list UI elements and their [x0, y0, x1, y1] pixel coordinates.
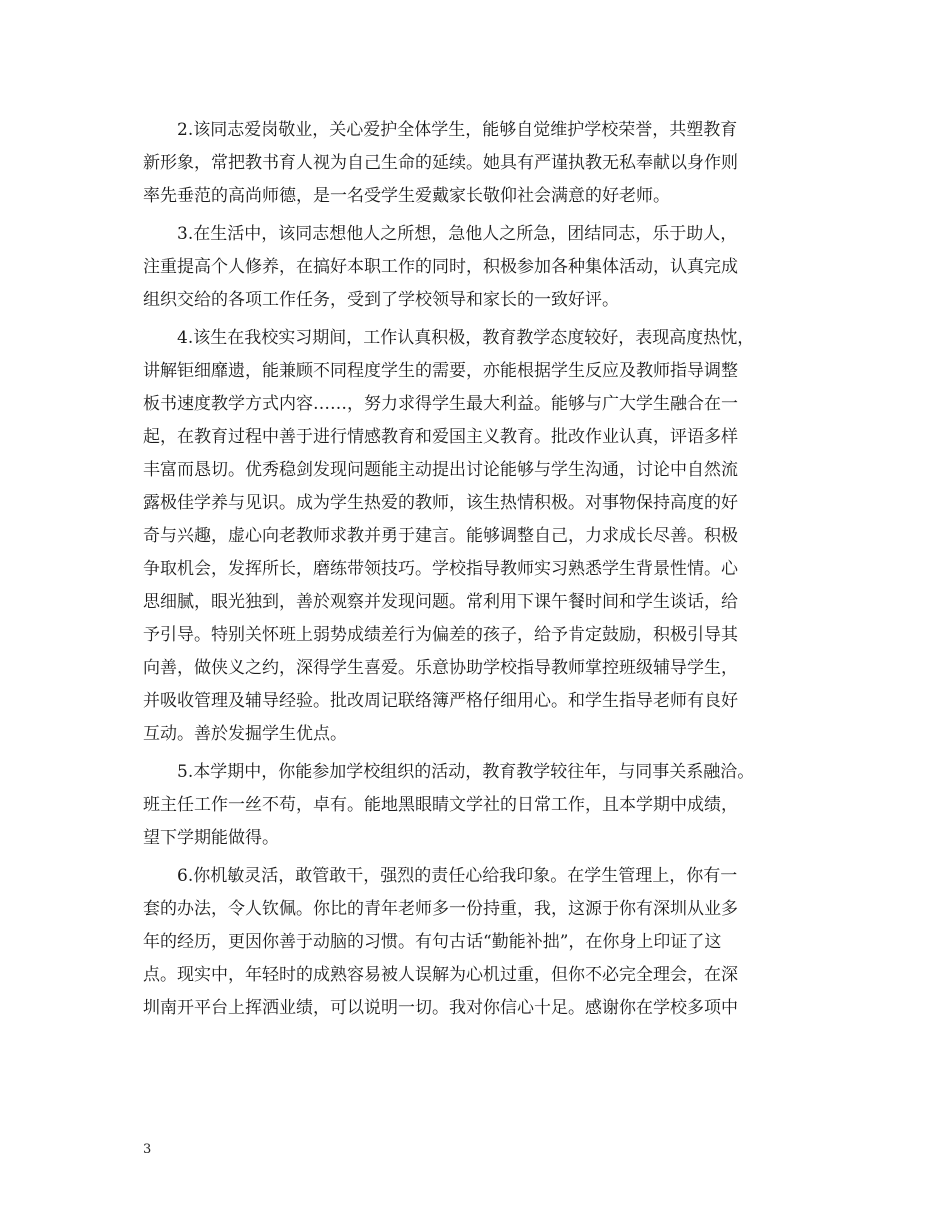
text-line: 3.在生活中，该同志想他人之所想，急他人之所急，团结同志，乐于助人，	[177, 224, 738, 244]
text-line: 露极佳学养与见识。成为学生热爱的教师，该生热情积极。对事物保持高度的好	[143, 493, 738, 513]
text-line: 讲解钜细靡遗，能兼顾不同程度学生的需要，亦能根据学生反应及教师指导调整	[143, 361, 738, 381]
paragraph-6	[143, 860, 823, 1025]
text-line: 率先垂范的高尚师德，是一名受学生爱戴家长敬仰社会满意的好老师。	[143, 186, 670, 206]
text-line: 望下学期能做得。	[143, 828, 279, 848]
paragraph-3	[143, 218, 823, 317]
text-line: 新形象，常把教书育人视为自己生命的延续。她具有严谨执教无私奉献以身作则	[143, 153, 738, 173]
paragraph-2	[143, 114, 823, 213]
paragraph-5	[143, 756, 823, 855]
text-line: 6.你机敏灵活，敢管敢干，强烈的责任心给我印象。在学生管理上，你有一	[177, 866, 738, 886]
text-line: 板书速度教学方式内容……，努力求得学生最大利益。能够与广大学生融合在一	[143, 394, 738, 414]
text-line: 向善，做侠义之约，深得学生喜爱。乐意协助学校指导教师掌控班级辅导学生，	[143, 658, 738, 678]
document-body	[143, 114, 823, 1030]
page-number: 3	[143, 1142, 152, 1157]
text-line: 争取机会，发挥所长，磨练带领技巧。学校指导教师实习熟悉学生背景性情。心	[143, 559, 738, 579]
text-line: 5.本学期中，你能参加学校组织的活动，教育教学较往年，与同事关系融洽。	[177, 762, 755, 782]
text-line: 予引导。特别关怀班上弱势成绩差行为偏差的孩子，给予肯定鼓励，积极引导其	[143, 625, 738, 645]
text-line: 并吸收管理及辅导经验。批改周记联络簿严格仔细用心。和学生指导老师有良好	[143, 691, 738, 711]
text-line: 注重提高个人修养，在搞好本职工作的同时，积极参加各种集体活动，认真完成	[143, 257, 738, 277]
text-line: 年的经历，更因你善于动脑的习惯。有句古话“勤能补拙”，在你身上印证了这	[143, 932, 722, 952]
paragraph-4	[143, 322, 823, 751]
text-line: 班主任工作一丝不苟，卓有。能地黑眼睛文学社的日常工作，且本学期中成绩，	[143, 795, 738, 815]
text-line: 组织交给的各项工作任务，受到了学校领导和家长的一致好评。	[143, 290, 619, 310]
text-line: 奇与兴趣，虚心向老教师求教并勇于建言。能够调整自己，力求成长尽善。积极	[143, 526, 738, 546]
text-line: 套的办法，令人钦佩。你比的青年老师多一份持重，我，这源于你有深圳从业多	[143, 899, 738, 919]
text-line: 4.该生在我校实习期间，工作认真积极，教育教学态度较好，表现高度热忱，	[177, 328, 755, 348]
text-line: 丰富而恳切。优秀稳剑发现问题能主动提出讨论能够与学生沟通，讨论中自然流	[143, 460, 738, 480]
text-line: 2.该同志爱岗敬业，关心爱护全体学生，能够自觉维护学校荣誉，共塑教育	[177, 120, 738, 140]
text-line: 圳南开平台上挥洒业绩，可以说明一切。我对你信心十足。感谢你在学校多项中	[143, 998, 738, 1018]
text-line: 点。现实中，年轻时的成熟容易被人误解为心机过重，但你不必完全理会，在深	[143, 965, 738, 985]
text-line: 思细腻，眼光独到，善於观察并发现问题。常利用下课午餐时间和学生谈话，给	[143, 592, 738, 612]
text-line: 互动。善於发掘学生优点。	[143, 724, 347, 744]
text-line: 起，在教育过程中善于进行情感教育和爱国主义教育。批改作业认真，评语多样	[143, 427, 738, 447]
